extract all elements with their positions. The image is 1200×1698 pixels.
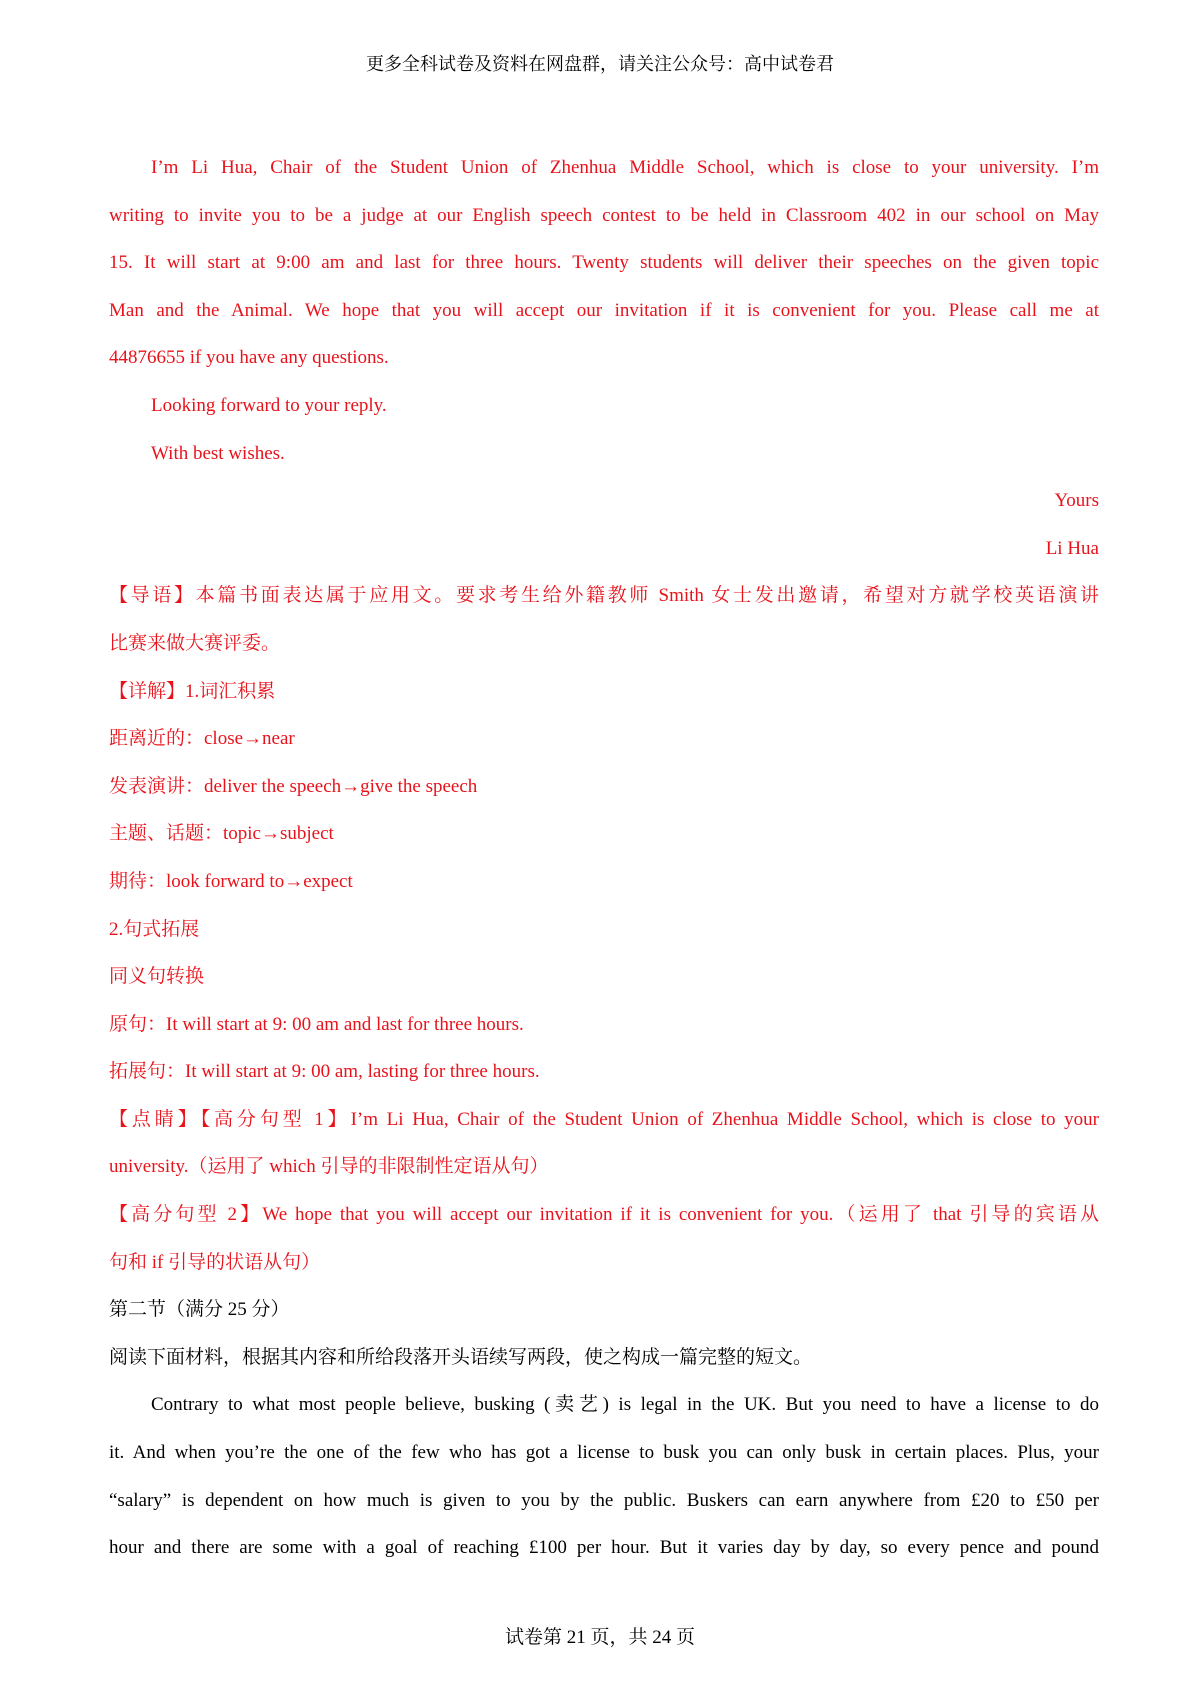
letter-closing-2: With best wishes.	[151, 442, 285, 464]
passage-line-4: hour and there are some with a goal of reaching £100 per hour. But it varies day by day, so every pence and pound	[109, 1537, 1099, 1559]
synonym-title: 同义句转换	[109, 966, 205, 988]
vocab-item-3: 主题、话题：topic→subject	[109, 823, 334, 845]
guide-line-1: 【导语】本篇书面表达属于应用文。要求考生给外籍教师 Smith 女士发出邀请，希望对方就学校英语演讲	[109, 585, 1099, 607]
passage-line-1: Contrary to what most people believe, busking (卖艺) is legal in the UK. But you need to have a license to do	[151, 1394, 1099, 1416]
page-header: 更多全科试卷及资料在网盘群，请关注公众号：高中试卷君	[366, 54, 834, 74]
passage-line-3: “salary” is dependent on how much is given to you by the public. Buskers can earn anywhere from £20 to £50 per	[109, 1489, 1099, 1511]
vocab-item-2: 发表演讲：deliver the speech→give the speech	[109, 775, 478, 797]
section-instruction: 阅读下面材料，根据其内容和所给段落开头语续写两段，使之构成一篇完整的短文。	[109, 1346, 813, 1368]
guide-line-2: 比赛来做大赛评委。	[109, 632, 281, 654]
letter-closing-1: Looking forward to your reply.	[151, 394, 387, 416]
highlight-1-line-1: 【点睛】【高分句型 1】I’m Li Hua, Chair of the Student Union of Zhenhua Middle School, which is close to your	[109, 1108, 1099, 1130]
letter-line-1: I’m Li Hua, Chair of the Student Union of Zhenhua Middle School, which is close to your university. I’m	[151, 157, 1099, 178]
original-sentence: 原句：It will start at 9: 00 am and last for three hours.	[109, 1013, 524, 1035]
page-footer: 试卷第 21 页，共 24 页	[504, 1627, 695, 1648]
vocab-item-4: 期待：look forward to→expect	[109, 870, 353, 892]
highlight-1-line-2: university.（运用了 which 引导的非限制性定语从句）	[109, 1156, 549, 1178]
highlight-2-line-1: 【高分句型 2】We hope that you will accept our invitation if it is convenient for you.（运用了 that 引导的宾语从	[109, 1204, 1099, 1226]
section-title: 第二节（满分 25 分）	[109, 1299, 290, 1321]
document-body	[109, 144, 1099, 1572]
pattern-title: 2.句式拓展	[109, 918, 200, 940]
expanded-sentence: 拓展句：It will start at 9: 00 am, lasting for three hours.	[109, 1061, 540, 1083]
detail-title: 【详解】1.词汇积累	[109, 680, 276, 702]
letter-line-4: Man and the Animal. We hope that you will accept our invitation if it is convenient for you. Please call me at	[109, 299, 1099, 321]
highlight-2-line-2: 句和 if 引导的状语从句）	[109, 1251, 321, 1273]
letter-line-2: writing to invite you to be a judge at our English speech contest to be held in Classroom 402 in our school on May	[109, 204, 1099, 226]
vocab-item-1: 距离近的：close→near	[109, 728, 295, 750]
passage-line-2: it. And when you’re the one of the few who has got a license to busk you can only busk in certain places. Plus, your	[109, 1442, 1099, 1464]
letter-line-3: 15. It will start at 9:00 am and last for three hours. Twenty students will deliver their speeches on the given topic	[109, 252, 1099, 274]
letter-sign-yours: Yours	[1054, 490, 1099, 512]
letter-sign-name: Li Hua	[1045, 537, 1099, 559]
letter-line-5: 44876655 if you have any questions.	[109, 347, 389, 369]
